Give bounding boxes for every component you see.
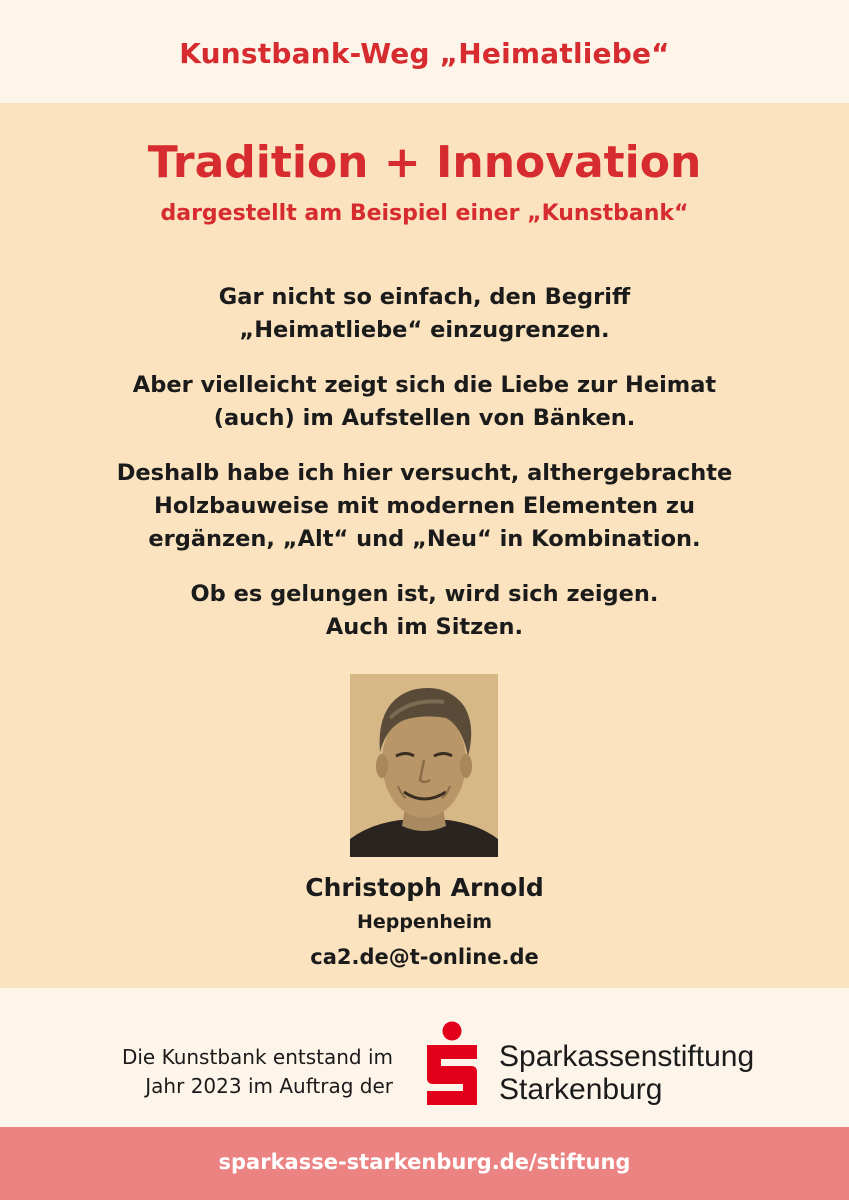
paragraph-3 bbox=[60, 457, 789, 556]
paragraph-line: Gar nicht so einfach, den Begriff bbox=[218, 284, 631, 310]
paragraph-line: „Heimatliebe“ einzugrenzen. bbox=[239, 317, 610, 343]
poster-title: Kunstbank-Weg „Heimatliebe“ bbox=[179, 37, 670, 70]
artist-city: Heppenheim bbox=[356, 911, 493, 933]
paragraph-line: Auch im Sitzen. bbox=[325, 614, 524, 640]
commission-line: Jahr 2023 im Auftrag der bbox=[145, 1074, 393, 1098]
artist-portrait bbox=[350, 674, 498, 857]
commission-text bbox=[73, 1043, 393, 1101]
paragraph-4 bbox=[60, 578, 789, 644]
website-url: sparkasse-starkenburg.de/stiftung bbox=[218, 1150, 631, 1174]
artist-name: Christoph Arnold bbox=[305, 873, 544, 902]
paragraph-1 bbox=[60, 281, 789, 347]
paragraph-line: Holzbauweise mit modernen Elementen zu bbox=[154, 493, 695, 519]
paragraph-line: Aber vielleicht zeigt sich die Liebe zur Heimat bbox=[132, 372, 717, 398]
paragraph-line: ergänzen, „Alt“ und „Neu“ in Kombination. bbox=[148, 526, 701, 552]
foundation-name bbox=[499, 1040, 754, 1106]
footer-band bbox=[0, 988, 849, 1127]
commission-line: Die Kunstbank entstand im bbox=[121, 1045, 393, 1069]
header-band bbox=[0, 0, 849, 103]
paragraph-line: Deshalb habe ich hier versucht, althergebrachte bbox=[116, 460, 733, 486]
sparkasse-logo-icon bbox=[421, 1021, 483, 1105]
portrait-illustration bbox=[350, 674, 498, 857]
main-panel bbox=[0, 103, 849, 988]
url-band bbox=[0, 1127, 849, 1200]
foundation-name-line: Sparkassenstiftung bbox=[499, 1040, 755, 1073]
description-text bbox=[60, 281, 789, 666]
main-subheading: dargestellt am Beispiel einer „Kunstbank“ bbox=[160, 201, 689, 226]
paragraph-line: (auch) im Aufstellen von Bänken. bbox=[213, 405, 636, 431]
paragraph-2 bbox=[60, 369, 789, 435]
foundation-name-line: Starkenburg bbox=[499, 1073, 663, 1106]
paragraph-line: Ob es gelungen ist, wird sich zeigen. bbox=[190, 581, 659, 607]
main-heading: Tradition + Innovation bbox=[147, 137, 702, 188]
artist-email: ca2.de@t-online.de bbox=[310, 945, 539, 969]
